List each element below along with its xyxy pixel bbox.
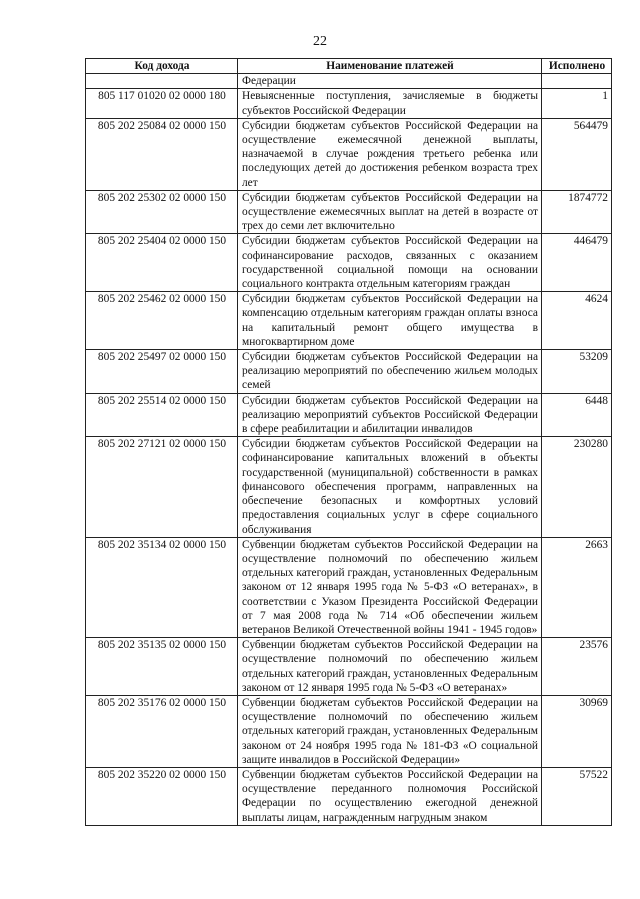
income-code: 805 202 35176 02 0000 150 [86,695,238,767]
table-row [86,234,612,292]
table-row [86,393,612,437]
payment-name: Субсидии бюджетам субъектов Российской Федерации на реализацию мероприятий по обеспечению жильем молодых семей [238,350,542,394]
executed-amount: 23576 [542,638,612,696]
executed-amount: 2663 [542,537,612,637]
table-row [86,89,612,118]
executed-amount: 564479 [542,118,612,190]
executed-amount [542,74,612,89]
executed-amount: 6448 [542,393,612,437]
payment-name: Субвенции бюджетам субъектов Российской Федерации на осуществление переданного полномочия Российской Федерации по осуществлению ежегодной денежной выплаты лицам, награжденным нагрудным знаком [238,767,542,825]
income-code [86,74,238,89]
payment-name: Невыясненные поступления, зачисляемые в бюджеты субъектов Российской Федерации [238,89,542,118]
table-row [86,118,612,190]
payment-name: Субсидии бюджетам субъектов Российской Федерации на софинансирование расходов, связанных с оказанием государственной социальной помощи на основании социального контракта отдельным категориям граждан [238,234,542,292]
executed-amount: 1 [542,89,612,118]
table-row [86,437,612,537]
table-row [86,537,612,637]
table-row [86,190,612,234]
executed-amount: 30969 [542,695,612,767]
executed-amount: 1874772 [542,190,612,234]
payment-name: Федерации [238,74,542,89]
payment-name: Субсидии бюджетам субъектов Российской Федерации на реализацию мероприятий субъектов Российской Федерации в сфере реабилитации и абилитации инвалидов [238,393,542,437]
income-code: 805 202 35135 02 0000 150 [86,638,238,696]
page-number: 22 [313,34,327,49]
table-header-row [86,59,612,74]
table-row [86,695,612,767]
income-code: 805 202 25497 02 0000 150 [86,350,238,394]
income-code: 805 202 25404 02 0000 150 [86,234,238,292]
header-name: Наименование платежей [238,59,542,74]
table-row [86,350,612,394]
payments-table [85,58,612,826]
table-row [86,638,612,696]
income-code: 805 202 25462 02 0000 150 [86,292,238,350]
income-code: 805 202 35220 02 0000 150 [86,767,238,825]
income-code: 805 202 25084 02 0000 150 [86,118,238,190]
income-code: 805 202 27121 02 0000 150 [86,437,238,537]
header-amount: Исполнено [542,59,612,74]
table-row [86,74,612,89]
executed-amount: 230280 [542,437,612,537]
executed-amount: 57522 [542,767,612,825]
payment-name: Субвенции бюджетам субъектов Российской Федерации на осуществление полномочий по обеспечению жильем отдельных категорий граждан, установленных Федеральным законом от 12 января 1995 года № 5-ФЗ «О ветеранах», в соответствии с Указом Президента Российской Федерации от 7 мая 2008 года № 714 «Об обеспечении жильем ветеранов Великой Отечественной войны 1941 - 1945 годов» [238,537,542,637]
income-code: 805 202 25514 02 0000 150 [86,393,238,437]
header-code: Код дохода [86,59,238,74]
table-row [86,767,612,825]
payment-name: Субсидии бюджетам субъектов Российской Федерации на компенсацию отдельным категориям граждан оплаты взноса на капитальный ремонт общего имущества в многоквартирном доме [238,292,542,350]
income-code: 805 202 35134 02 0000 150 [86,537,238,637]
payment-name: Субвенции бюджетам субъектов Российской Федерации на осуществление полномочий по обеспечению жильем отдельных категорий граждан, установленных Федеральным законом от 12 января 1995 года № 5-ФЗ «О ветеранах» [238,638,542,696]
payment-name: Субвенции бюджетам субъектов Российской Федерации на осуществление полномочий по обеспечению жильем отдельных категорий граждан, установленных Федеральным законом от 24 ноября 1995 года № 181-ФЗ «О социальной защите инвалидов в Российской Федерации» [238,695,542,767]
payment-name: Субсидии бюджетам субъектов Российской Федерации на софинансирование капитальных вложений в объекты государственной (муниципальной) собственности в рамках финансового обеспечения программ, направленных на обеспечение безопасных и комфортных условий предоставления социальных услуг в сфере социального обслуживания [238,437,542,537]
table-row [86,292,612,350]
executed-amount: 53209 [542,350,612,394]
payment-name: Субсидии бюджетам субъектов Российской Федерации на осуществление ежемесячной денежной выплаты, назначаемой в случае рождения третьего ребенка или последующих детей до достижения ребенком возраста трех лет [238,118,542,190]
income-code: 805 117 01020 02 0000 180 [86,89,238,118]
income-code: 805 202 25302 02 0000 150 [86,190,238,234]
executed-amount: 4624 [542,292,612,350]
payment-name: Субсидии бюджетам субъектов Российской Федерации на осуществление ежемесячных выплат на детей в возрасте от трех до семи лет включительно [238,190,542,234]
executed-amount: 446479 [542,234,612,292]
